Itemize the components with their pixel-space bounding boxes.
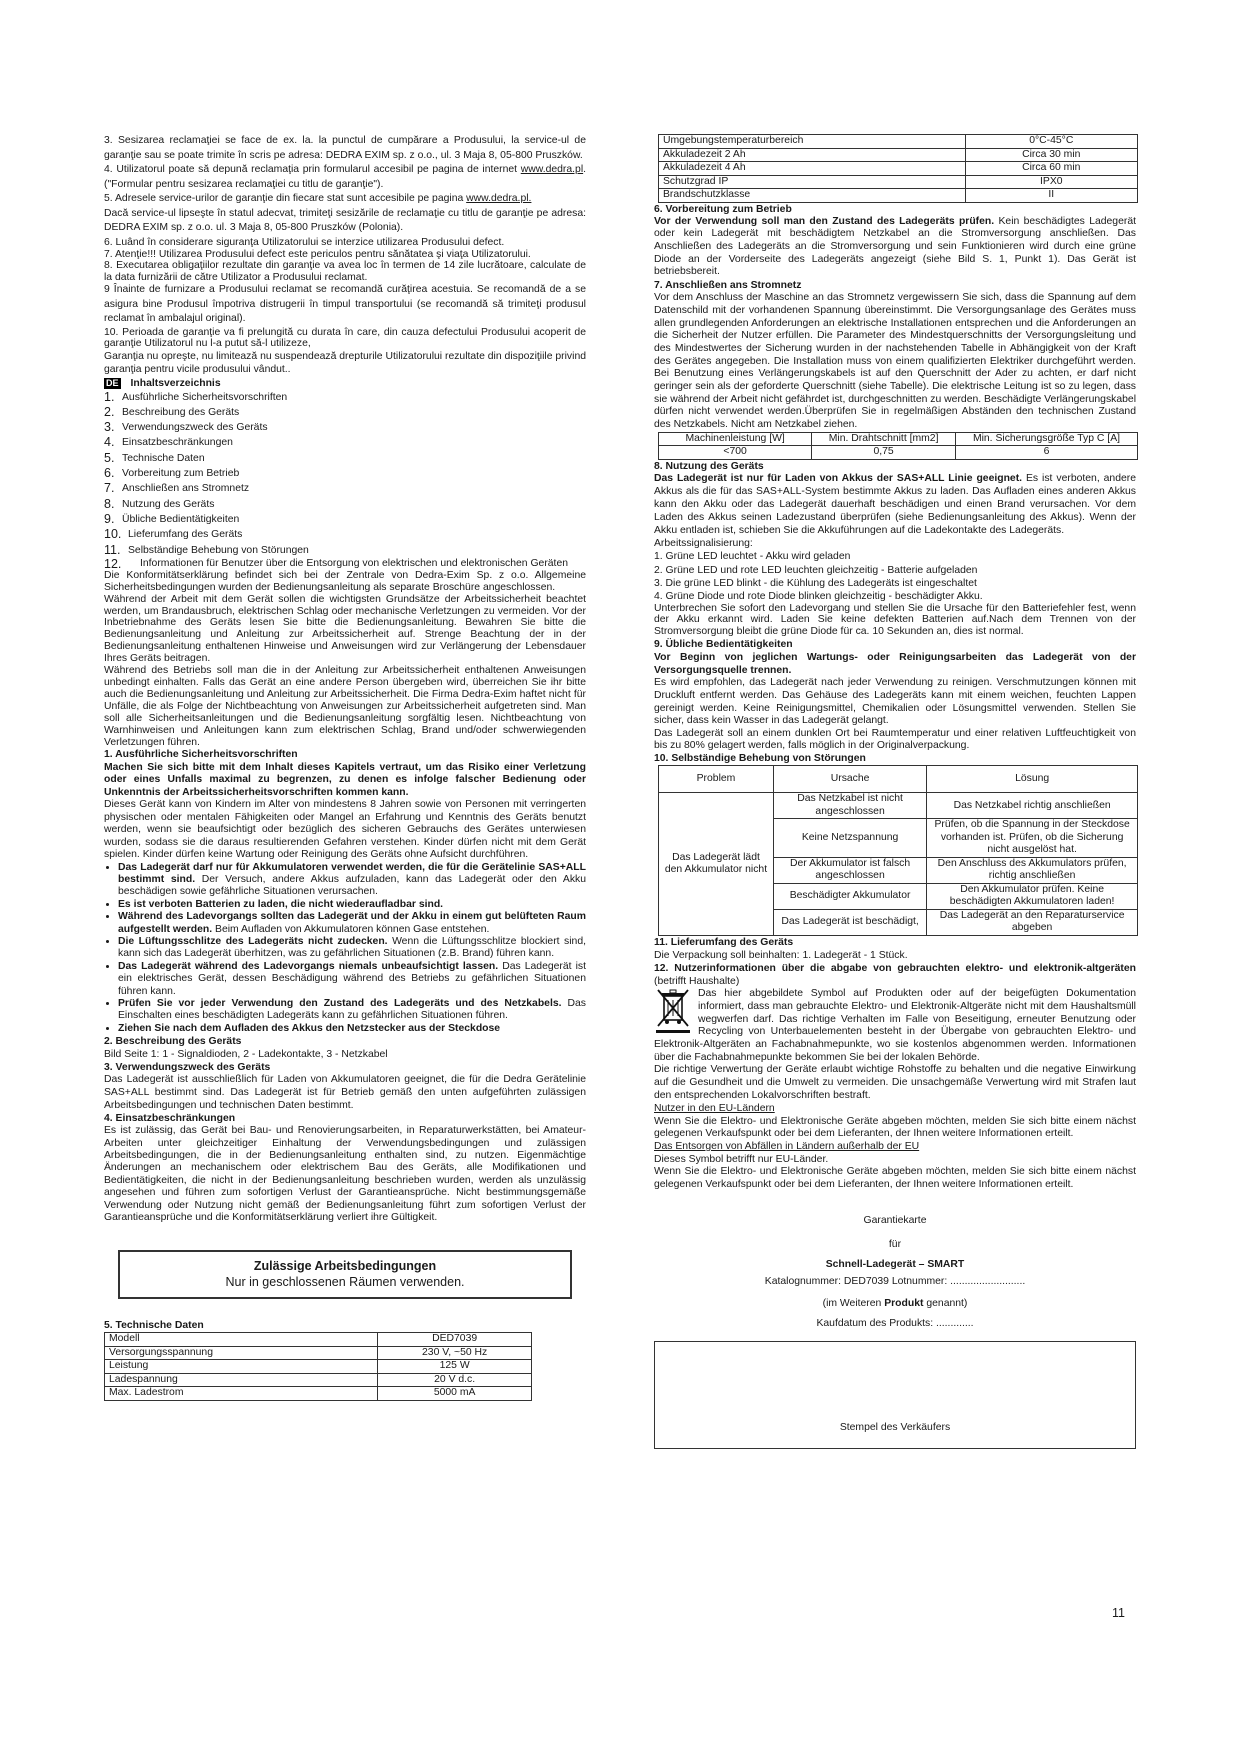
signal-item: 1. Grüne LED leuchtet - Akku wird geladen [654,551,851,563]
safety-bullet-text: Das Einschalten eines beschädigten Ladegeräts kann zu gefährlichen Situationen führen. [118,997,586,1022]
trouble-cause: Beschädigter Akkumulator [773,883,926,909]
toc-item-label: Beschreibung des Geräts [122,406,240,418]
trouble-row [659,793,1138,819]
tech-value: II [965,189,1137,203]
section-9-text: Es wird empfohlen, das Ladegerät nach jeder Verwendung zu reinigen. Verschmutzungen können mit Druckluft entfernt werden. Das Gehäuse des Ladegeräts kann mit einem weichen, feuchten Lappen gereinigt werden. Keine Reinigungsmittel, Chemikalien oder Lösungsmittel verwenden. Stellen Sie sicher, dass kein Wasser in das Ladegerät gelangt. [654,677,1136,727]
toc-item [104,405,586,420]
ro-item-10: 10. Perioada de garanţie va fi prelungită cu durata în care, din cauza defectului Produsului acoperit de garanţie Utilizatorul nu l-a putut să-l utilizeze, [104,326,586,350]
trouble-solution: Das Ladegerät an den Reparaturservice abgeben [927,909,1138,935]
toc-item-number: 11. [104,542,121,557]
toc-item [104,543,586,558]
toc-item [104,466,586,481]
ro-item-4-text: 4. Utilizatorul poate să depună reclamaţia prin formularul accesibil pe pagina de internet [104,164,518,175]
tech-data-table-continued [658,134,1138,203]
safety-bullet [118,862,586,899]
ro-item-4 [104,163,586,192]
section-11-title: 11. Lieferumfang des Geräts [654,936,794,948]
ro-guarantee-note: Garanţia nu opreşte, nu limitează nu suspendează drepturile Utilizatorului rezultate din dispoziţiile privind garanţia pentru vicile produsului vândut.. [104,350,586,375]
left-column [104,134,586,1401]
tech-value: Circa 30 min [965,148,1137,162]
toc-item-number: 5. [104,450,115,465]
tech-row [105,1333,532,1347]
section-1-text: Dieses Gerät kann von Kindern im Alter von mindestens 8 Jahren sowie von Personen mit verringerten physischen oder mentalen Fähigkeiten oder Mangel an Erfahrung und Kenntnis des Geräts benutzt werden, wenn sie beaufsichtigt oder bezüglich des sicheren Gebrauchs des Gerätes unterwiesen wurden, sodass sie die daraus resultierenden Gefahren verstehen. Kinder dürfen nicht mit dem Gerät spielen. Kinder dürfen keine Wartung oder Reinigung des Geräts ohne Aufsicht durchführen. [104,799,586,860]
troubleshooting-table [658,765,1138,936]
tech-row [659,148,1138,162]
section-9-title: 9. Übliche Bedientätigkeiten [654,639,793,651]
safety-bullet [118,936,586,961]
safety-bullet-text: Der Versuch, andere Akkus aufzuladen, kann das Ladegerät oder den Akku beschädigen sowie gefährliche Situationen verursachen. [118,873,586,898]
toc-item [104,481,586,496]
toc-item-number: 4. [104,435,115,450]
power-cell-2: 0,75 [812,446,956,460]
safety-bullet-text: Wenn die Lüftungsschlitze blockiert sind, kann sich das Ladegerät überhitzen, was zu gefährlichen Situationen (z.B. Brand) führen kann. [118,935,586,960]
safety-bullet [118,961,586,998]
toc-item [104,558,586,570]
tech-value: 230 V, ~50 Hz [378,1346,532,1360]
toc-heading [104,377,586,390]
safety-bullet [118,998,586,1023]
tech-label: Brandschutzklasse [659,189,966,203]
dedra-link-2[interactable]: www.dedra.pl. [466,193,532,204]
toc-item-number: 6. [104,466,115,481]
ro-service-note: Dacă service-ul lipseşte în statul adecvat, trimiteţi sesizările de reclamaţie cu titlu de garanţie pe adresa: DEDRA EXIM sp. z o.o. ul. 3 Maja 8, 05-800 Pruszków (Polonia). [104,207,586,233]
toc-item-label: Anschließen ans Stromnetz [122,483,250,495]
power-head-3: Min. Sicherungsgröße Typ C [A] [955,432,1137,446]
tech-value: IPX0 [965,175,1137,189]
toc-item-label: Informationen für Benutzer über die Entsorgung von elektrischen und elektronischen Geräten [140,557,569,569]
signal-item: 2. Grüne LED und rote LED leuchten gleichzeitig - Batterie aufgeladen [654,564,978,576]
ro-item-7: 7. Atenţie!!! Utilizarea Produsului defect este periculos pentru sănătatea şi viaţa Utilizatorului. [104,248,531,260]
warranty-weiteren-a: (im Weiteren [822,1297,885,1309]
working-conditions-box [118,1250,572,1299]
toc-item-number: 9. [104,511,115,526]
ro-item-9: 9 Înainte de furnizare a Produsului reclamat se recomandă curăţirea acestuia. Se recomandă de a se asigura bine Produsul împotriva distrugerii în timpul transportului (se recomandă să trimiteţi produsul reclamat în ambalajul original). [104,284,586,325]
tech-value: Circa 60 min [965,162,1137,176]
warranty-weiteren-c: genannt) [923,1297,968,1309]
safety-bullet-bold: Während des Ladevorgangs sollten das Ladegerät und der Akku in einem gut belüfteten Raum aufgestellt werden. [118,911,586,935]
tech-value: 5000 mA [378,1387,532,1401]
signal-item: 4. Grüne Diode und rote Diode blinken gleichzeitig - beschädigter Akku. [654,590,983,602]
eu-users-title: Nutzer in den EU-Ländern [654,1103,775,1115]
safety-bullet-text: Das Ladegerät ist ein elektrisches Gerät, dessen Beschädigung während des Betriebs zu gefährlichen Situationen führen kann. [118,960,586,997]
warranty-fuer: für [888,1238,902,1250]
toc-item-number: 10. [104,527,122,542]
safety-bullet-text: Beim Aufladen von Akkumulatoren können Gase entstehen. [212,923,490,935]
toc-item-label: Technische Daten [122,452,205,464]
trouble-head-solution: Lösung [927,766,1138,793]
toc-item [104,390,586,405]
ro-item-5 [104,192,586,207]
section-6-body: Kein beschädigtes Ladegerät oder kein Ladegerät mit beschädigtem Netzkabel an die Stromversorgung anschließen. Das Anschließen des Ladegeräts an die Stromversorgung und sein Funktionieren wird durch eine grüne Diode an der Vorderseite des Ladegeräts angezeigt (siehe Bild S. 1, Punkt 1). Das Gerät ist betriebsbereit. [654,215,1136,278]
warranty-catalog: Katalognummer: DED7039 Lotnummer: .......................... [764,1275,1026,1287]
table-of-contents [104,390,586,570]
ro-item-6: 6. Luând în considerare siguranţa Utilizatorului se interzice utilizarea Produsului defect. [104,236,505,248]
warranty-product: Schnell-Ladegerät – SMART [825,1258,965,1270]
signal-item: 3. Die grüne LED blinkt - die Kühlung des Ladegeräts ist eingeschaltet [654,577,977,589]
tech-label: Leistung [105,1360,378,1374]
tech-label: Modell [105,1333,378,1347]
section-2-title: 2. Beschreibung des Geräts [104,1036,242,1048]
trouble-solution: Den Akkumulator prüfen. Keine beschädigten Akkumulatoren laden! [927,883,1138,909]
section-9-bold: Vor Beginn von jeglichen Wartungs- oder Reinigungsarbeiten das Ladegerät von der Versorgungsquelle trennen. [654,652,1136,677]
ro-item-4-tail: . ("Formular pentru sesizarea reclamaţiei cu titlu de garanţie"). [104,164,587,190]
safety-bullet-bold: Das Ladegerät darf nur für Akkumulatoren verwendet werden, die für die Gerätelinie SAS+ALL bestimmt sind. [118,861,586,885]
toc-item-number: 1. [104,389,115,404]
warranty-title: Garantiekarte [863,1214,927,1226]
trouble-head-cause: Ursache [773,766,926,793]
section-6-bold: Vor der Verwendung soll man den Zustand des Ladegeräts prüfen. [654,215,995,227]
trouble-head-problem: Problem [659,766,774,793]
toc-item-label: Übliche Bedientätigkeiten [122,513,240,525]
tech-row [659,189,1138,203]
right-column [654,134,1136,1449]
toc-item-number: 3. [104,420,115,435]
safety-bullet-bold: Ziehen Sie nach dem Aufladen des Akkus den Netzstecker aus der Steckdose [118,1022,501,1034]
trouble-cause: Das Ladegerät ist beschädigt, [773,909,926,935]
tech-row [105,1387,532,1401]
non-eu-text2: Wenn Sie die Elektro- und Elektronische Geräte abgeben möchten, melden Sie sich bitte einem nächst gelegenen Verkaufspunkt oder bei dem Lieferanten, der Ihnen weitere Informationen erteilt. [654,1166,1136,1190]
tech-value: 0°C-45°C [965,135,1137,149]
tech-row [105,1373,532,1387]
toc-item-number: 12. [104,556,122,571]
trouble-solution: Prüfen, ob die Spannung in der Steckdose vorhanden ist. Prüfen, ob die Sicherung nicht ausgelöst hat. [927,819,1138,858]
tech-label: Umgebungstemperaturbereich [659,135,966,149]
toc-item [104,497,586,512]
de-flag-badge: DE [106,377,119,388]
ro-item-8: 8. Executarea obligaţiilor rezultate din garanţie va avea loc în termen de 14 zile lucrătoare, calculate de la data furnizării de către Utilizator a Produsului reclamat. [104,260,586,283]
tech-data-table [104,1332,532,1401]
safety-bullets [104,862,586,1036]
section-3-title: 3. Verwendungszweck des Geräts [104,1062,271,1074]
weee-block [654,988,1136,1064]
section-2-text: Bild Seite 1: 1 - Signaldioden, 2 - Ladekontakte, 3 - Netzkabel [104,1049,388,1061]
section-7-title: 7. Anschließen ans Stromnetz [654,280,802,292]
ro-item-5-text: 5. Adresele service-urilor de garanţie din fiecare stat sunt accesibile pe pagina [104,193,464,204]
working-conditions-text: Nur in geschlossenen Räumen verwenden. [225,1275,465,1290]
section-10-title: 10. Selbständige Behebung von Störungen [654,753,866,765]
toc-title: Inhaltsverzeichnis [130,377,221,389]
section-1-title: 1. Ausführliche Sicherheitsvorschriften [104,749,298,761]
tech-label: Akkuladezeit 2 Ah [659,148,966,162]
section-7-text: Vor dem Anschluss der Maschine an das Stromnetz vergewissern Sie sich, dass die Spannung auf dem Datenschild mit der vorhandenen Spannung übereinstimmt. Die Versorgungsanlage des Gerätes muss allen grundlegenden Anforderungen an elektrische Installationen entsprechen und die Anforderungen an die Sicherheit der Nutzer erfüllen. Die Parameter des Mindestquerschnitts der Versorgungsleitung und des Mindestwertes der Sicherung wurden in der nachstehenden Tabelle in Abhängigkeit von der Kraft des Gerätes angegeben. Die Installation muss von einem qualifizierten Elektriker durchgeführt werden. Bei Benutzung eines Verlängerungskabels ist auf den Querschnitt der Ader zu achten, er darf nicht geringer sein als der geforderte Querschnitt (siehe Tabelle). Die elektrische Leitung ist so zu legen, dass sie während der Arbeit nicht gefährdet ist, durchgeschnitten zu werden. Beschädigte Verlängerungskabel dürfen nicht verwendet werden.Überprüfen Sie in regelmäßigen Abständen den technischen Zustand des Netzkabels. Nicht am Netzkabel ziehen. [654,292,1136,431]
section-8-signal-title: Arbeitssignalisierung: [654,538,753,550]
toc-item-label: Vorbereitung zum Betrieb [122,468,240,480]
section-9-text2: Das Ladegerät soll an einem dunklen Ort bei Raumtemperatur und einer relativen Luftfeuchtigkeit von bis zu 80% gelagert werden, falls möglich in der Originalverpackung. [654,728,1136,752]
toc-item [104,420,586,435]
tech-label: Max. Ladestrom [105,1387,378,1401]
safety-bullet-bold: Es ist verboten Batterien zu laden, die nicht wiederaufladbar sind. [118,898,444,910]
tech-label: Schutzgrad IP [659,175,966,189]
section-8-after: Unterbrechen Sie sofort den Ladevorgang und stellen Sie die Ursache für den Batteriefehler fest, wenn der Akku erkannt wird. Laden Sie keine defekten Batterien auf.Nach dem Trennen von der Stromversorgung bleibt die grüne Diode für ca. 10 Sekunden an, dies ist normal. [654,602,1136,638]
warranty-weiteren-b: Produkt [884,1297,924,1309]
toc-item-label: Einsatzbeschränkungen [122,437,233,449]
dedra-link[interactable]: www.dedra.pl [520,164,584,175]
eu-users-text: Wenn Sie die Elektro- und Elektronische Geräte abgeben möchten, melden Sie sich bitte einem nächst gelegenen Verkaufspunkt oder bei dem Lieferanten, der Ihnen weitere Informationen erteilt. [654,1115,1136,1139]
toc-item-number: 8. [104,496,115,511]
tech-row [105,1360,532,1374]
toc-item-number: 2. [104,404,115,419]
intro-operation: Während des Betriebs soll man die in der Anleitung zur Arbeitssicherheit enthaltenen Anweisungen unbedingt einhalten. Falls das Gerät an eine andere Person übergeben wird, überreichen Sie ihr bitte auch die Bedienungsanleitung und Anleitung zur Arbeitssicherheit. Die Firma Dedra-Exim haftet nicht für Unfälle, die als Folge der Nichtbeachtung von Anweisungen zur Arbeitssicherheit aufgetreten sind. Man soll alle Sicherheitsanleitungen und die Bedienungsanleitung sorgfältig lesen. Nichtbeachtung von Warnhinweisen und Anleitungen kann zum elektrischen Schlag, Brand und/oder schwerwiegenden Verletzungen führen. [104,665,586,748]
section-12-sub: (betrifft Haushalte) [654,976,740,988]
power-head-2: Min. Drahtschnitt [mm2] [812,432,956,446]
non-eu-title: Das Entsorgen von Abfällen in Ländern außerhalb der EU [654,1141,920,1153]
power-head-1: Machinenleistung [W] [659,432,812,446]
section-8-text [654,473,1136,538]
tech-label: Ladespannung [105,1373,378,1387]
crossed-bin-icon [654,988,694,1034]
safety-bullet-bold: Prüfen Sie vor jeder Verwendung den Zustand des Ladegeräts und des Netzkabels. [118,997,562,1009]
power-table [658,432,1138,460]
section-12-text2: Die richtige Verwertung der Geräte erlaubt wichtige Rohstoffe zu behalten und die negative Einwirkung auf die Gesundheit und die Umwelt zu vermeiden. Die unsachgemäße Verwertung wird mit Strafen laut den entsprechenden Lokalvorschriften bestraft. [654,1064,1136,1101]
toc-item-label: Nutzung des Geräts [122,498,215,510]
power-cell-1: <700 [659,446,812,460]
tech-row [105,1346,532,1360]
tech-row [659,135,1138,149]
power-cell-3: 6 [955,446,1137,460]
trouble-cause: Das Netzkabel ist nicht angeschlossen [773,793,926,819]
warranty-weiteren [654,1291,1136,1317]
seller-stamp-label: Stempel des Verkäufers [839,1421,951,1433]
section-8-title: 8. Nutzung des Geräts [654,460,764,472]
toc-item-number: 7. [104,481,115,496]
section-8-body: Es ist verboten, andere Akkus als die für das SAS+ALL-System bestimmte Akkus zu laden. Das Aufladen eines anderen Akkus kann den Akku oder das Ladegerät dauerhaft beschädigen und einen Brand verursachen. Vor dem Laden des Akkus seinen Ladezustand überprüfen (siehe Bedienungsanleitung des Akkus). Wenn der Akku entladen ist, schieben Sie die Akkuführungen auf die Ladekontakte des Ladegeräts. [654,472,1136,536]
tech-row [659,175,1138,189]
tech-value: 20 V d.c. [378,1373,532,1387]
section-8-bold: Das Ladegerät ist nur für Laden von Akkus der SAS+ALL Linie geeignet. [654,472,1023,484]
section-1-bold: Machen Sie sich bitte mit dem Inhalt dieses Kapitels vertraut, um das Risiko einer Verletzung oder eines Unfalls maximal zu begrenzen, zu denen es infolge falscher Bedienung oder Unkenntnis der Arbeitssicherheitsvorschriften kommen kann. [104,761,586,798]
section-6-title: 6. Vorbereitung zum Betrieb [654,203,792,215]
section-12-title [654,962,1136,988]
safety-bullet-bold: Die Lüftungsschlitze des Ladegeräts nicht zudecken. [118,935,388,947]
toc-item [104,512,586,527]
trouble-problem: Das Ladegerät lädt den Akkumulator nicht [659,793,774,936]
toc-item [104,451,586,466]
toc-item [104,527,586,542]
warranty-date: Kaufdatum des Produkts: ............. [816,1317,974,1329]
section-3-text: Das Ladegerät ist ausschließlich für Laden von Akkumulatoren geeignet, die für die Dedra Gerätelinie SAS+ALL bestimmt sind. Das Ladegerät ist für Betrieb gemäß den unten aufgeführten zulässigen Arbeitsbedingungen und technischen Daten bestimmt. [104,1074,586,1111]
section-4-text: Es ist zulässig, das Gerät bei Bau- und Renovierungsarbeiten, in Reparaturwerkstätten, bei Amateur-Arbeiten unter gleichzeitiger Einhaltung der Verwendungsbedingungen und zulässigen Arbeitsbedingungen, die in der Bedienungsanleitung enthalten sind, zu nutzen. Eigenmächtige Änderungen an mechanischem oder elektrischem Bau des Geräts, alle Modifikationen und Bedientätigkeiten, die nicht in der Bedienungsanleitung beschrieben wurden, werden als unzulässig angesehen und führen zum sofortigen Verlust der Garantieansprüche. Nicht bestimmungsgemäße Verwendung oder Nutzung nicht gemäß der Bedienungsanleitung führt zum sofortigen Verlust der Garantieansprüche und die Konformitätserklärung verliert ihre Gültigkeit. [104,1125,586,1223]
trouble-solution: Das Netzkabel richtig anschließen [927,793,1138,819]
safety-bullet [118,899,586,911]
section-12-title-text: 12. Nutzerinformationen über die abgabe von gebrauchten elektro- und elektronik-altgeräten [654,963,1136,975]
section-4-title: 4. Einsatzbeschränkungen [104,1113,236,1125]
non-eu-text1: Dieses Symbol betrifft nur EU-Länder. [654,1154,829,1166]
tech-value: 125 W [378,1360,532,1374]
working-conditions-title: Zulässige Arbeitsbedingungen [253,1259,437,1274]
section-11-text: Die Verpackung soll beinhalten: 1. Ladegerät - 1 Stück. [654,950,908,961]
intro-safety: Während der Arbeit mit dem Gerät sollen die wichtigsten Grundsätze der Arbeitssicherheit beachtet werden, um Brandausbruch, elektrischen Schlag oder mechanische Verletzungen zu vermeiden. Vor der Inbetriebnahme des Geräts lesen Sie bitte die Bedienungsanleitung. Bewahren Sie bitte die Bedienungsanleitung und Anleitung zur Arbeitssicherheit auf. Strenge Beachtung der in der Bedienungsanleitung enthaltenen Hinweise und Anweisungen wird zur Verlängerung der Lebensdauer Ihres Geräts beitragen. [104,593,586,665]
section-5-title: 5. Technische Daten [104,1320,204,1332]
safety-bullet [118,911,586,936]
warranty-card [654,1209,1136,1449]
trouble-cause: Der Akkumulator ist falsch angeschlossen [773,857,926,883]
toc-item [104,435,586,450]
safety-bullet [118,1023,586,1035]
tech-row [659,162,1138,176]
signal-list [654,550,1136,602]
toc-item-label: Selbständige Behebung von Störungen [128,544,309,556]
trouble-solution: Den Anschluss des Akkumulators prüfen, richtig anschließen [927,857,1138,883]
safety-bullet-bold: Das Ladegerät während des Ladevorgangs niemals unbeaufsichtigt lassen. [118,960,499,972]
toc-item-label: Verwendungszweck des Geräts [122,422,268,434]
section-6-text [654,216,1136,280]
toc-item-label: Ausführliche Sicherheitsvorschriften [122,391,288,403]
section-12-text1: Das hier abgebildete Symbol auf Produkten oder auf der beigefügten Dokumentation informiert, dass man gebrauchte Elektro- und Elektronik-Altgeräte nicht mit dem Haushaltsmüll wegwerfen darf. Das richtige Verhalten im Falle von Beseitigung, erneuter Benutzung oder Recycling von Unterbauelementen besteht in der Übergabe von gebrauchten Elektro- und Elektronik-Altgeräten an Fachabnahmepunkte, wo sie kostenlos abgenommen werden. Informationen über die Fachabnahmepunkte bekommen Sie bei der lokalen Behörde. [654,988,1136,1063]
tech-value: DED7039 [378,1333,532,1347]
seller-stamp-box [654,1341,1136,1449]
ro-item-3: 3. Sesizarea reclamaţiei se face de ex. la. la punctul de cumpărare a Produsului, la service-ul de garanţie sau se poate trimite în scris pe adresa: DEDRA EXIM sp. z o.o., ul. 3 Maja 8, 05-800 Pruszków. [104,135,586,161]
page-number: 11 [1112,1606,1125,1620]
tech-label: Versorgungsspannung [105,1346,378,1360]
toc-item-label: Lieferumfang des Geräts [128,529,243,541]
tech-label: Akkuladezeit 4 Ah [659,162,966,176]
trouble-cause: Keine Netzspannung [773,819,926,858]
intro-conformity: Die Konformitätserklärung befindet sich bei der Zentrale von Dedra-Exim Sp. z o.o. Allgemeine Sicherheitsbedingungen wurden der Bedienungsanleitung als separate Broschüre angeschlossen. [104,569,586,593]
